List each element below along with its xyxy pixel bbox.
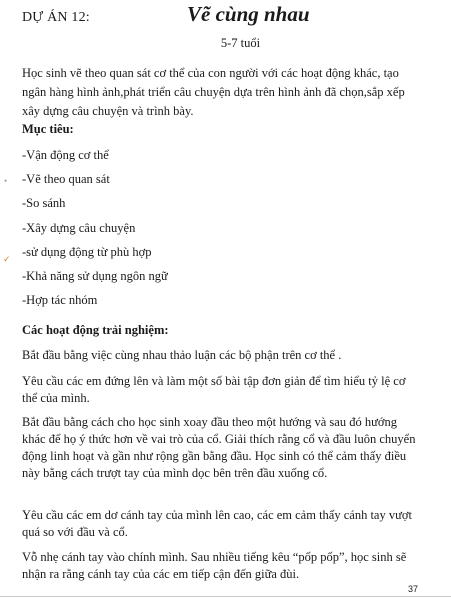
- activity-paragraph: Bắt đầu bằng cách cho học sinh xoay đầu theo một hướng và sau đó hướng khác để họ ý thức hơn về vai trò của cổ. Giải thích rằng cổ và đầu luôn chuyển động linh hoạt và gần như rộng gần bằng đầu. Học sinh có thể cảm thấy điều này bằng cách trượt tay của mình dọc bên trên đầu xuống cổ.: [22, 415, 416, 480]
- activity-paragraph: Vỗ nhẹ cánh tay vào chính mình. Sau nhiều tiếng kêu “pốp pốp”, học sinh sẽ nhận ra rằng cánh tay của các em tiếp cận đến giữa đùi.: [22, 550, 407, 581]
- list-item: -Vận động cơ thể: [22, 148, 109, 162]
- activity-paragraph: Bắt đầu bằng việc cùng nhau thảo luận các bộ phận trên cơ thể .: [22, 348, 342, 362]
- list-item: -Hợp tác nhóm: [22, 293, 98, 308]
- list-item: -So sánh: [22, 196, 66, 211]
- list-item: -Xây dựng câu chuyện: [22, 220, 136, 235]
- list-item: -sử dụng động từ phù hợp: [22, 244, 152, 259]
- page-bottom-rule: [0, 596, 451, 597]
- page-number: 37: [407, 584, 418, 594]
- list-item: -Vẽ theo quan sát: [22, 172, 110, 187]
- page-header: [22, 2, 441, 32]
- project-title: Vẽ cùng nhau: [187, 2, 310, 26]
- activities-heading: Các hoạt động trải nghiệm:: [22, 323, 169, 337]
- project-label: DỰ ÁN 12:: [22, 10, 90, 25]
- intro-paragraph: Học sinh vẽ theo quan sát cơ thể của con người với các hoạt động khác, tạo ngân hàng hình ảnh,phát triển câu chuyện dựa trên hình ảnh đã chọn,sắp xếp xây dựng câu chuyện và trình bày.: [22, 66, 405, 118]
- activity-paragraph: Yêu cầu các em dơ cánh tay của mình lên cao, các em cảm thấy cánh tay vượt quá so với đầu và cổ.: [22, 508, 412, 539]
- goals-list: [22, 147, 168, 316]
- list-item: -Khả năng sử dụng ngôn ngữ: [22, 268, 168, 283]
- age-range: 5-7 tuổi: [220, 36, 261, 50]
- goals-heading: Mục tiêu:: [22, 122, 74, 136]
- scan-mark: •: [4, 176, 8, 186]
- scan-mark: ✓: [3, 254, 11, 264]
- activity-paragraph: Yêu cầu các em đứng lên và làm một số bài tập đơn giản để tìm hiểu tỷ lệ cơ thể của mình.: [22, 374, 406, 405]
